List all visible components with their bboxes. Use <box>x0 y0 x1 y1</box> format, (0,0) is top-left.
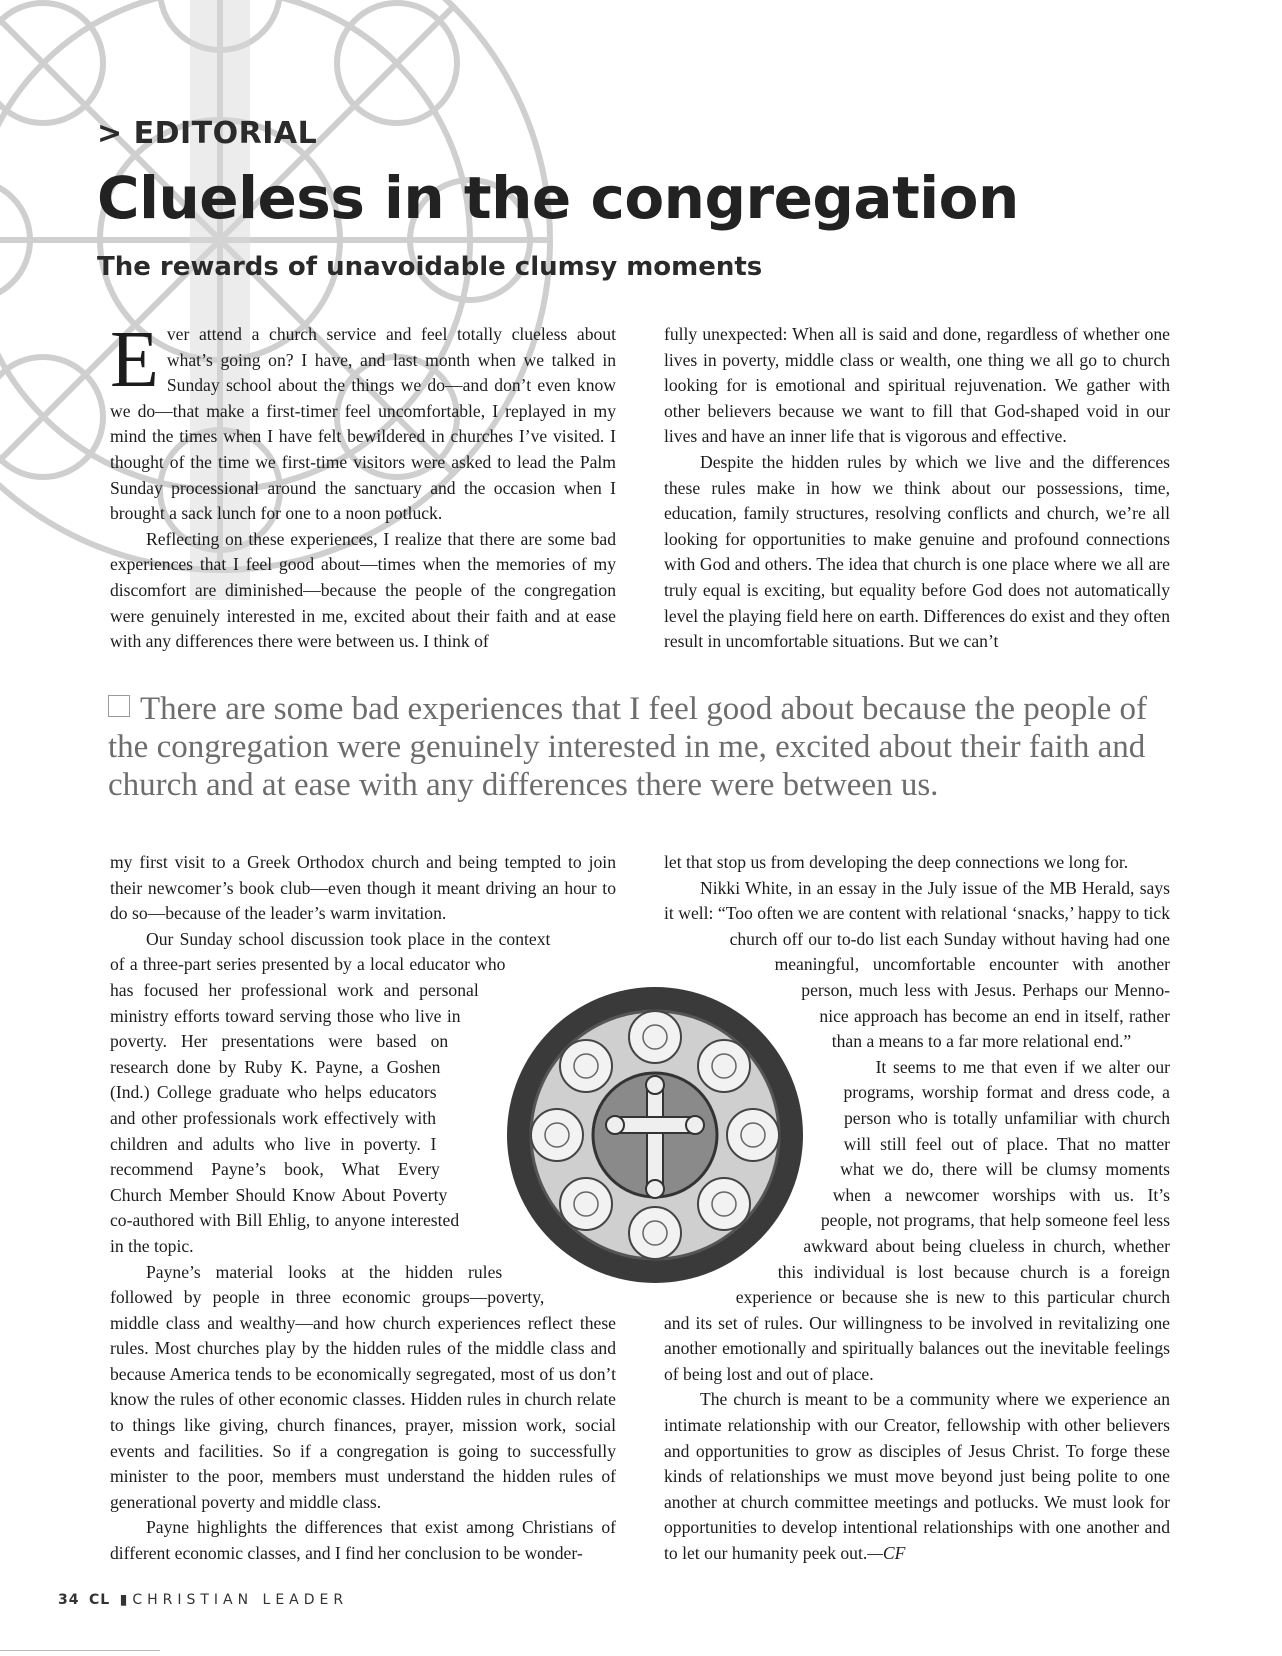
article-title: Clueless in the congregation <box>97 164 1019 232</box>
paragraph-text: ver attend a church service and feel totally clueless about what’s going on? I have, and last month when we talked in Sunday school about the things we do—and don’t even know we do—that make a first-timer feel uncomfortable, I replayed in my mind the times when I have felt bewildered in churches I’ve visited. I thought of the time we first-time visitors were asked to lead the Palm Sunday processional around the sanctuary and the occasion when I brought a sack lunch for one to a noon potluck. <box>110 324 616 524</box>
pull-quote-text: There are some bad experiences that I feel good about because the people of the congregation were genuinely interested in me, excited about their faith and church and at ease with any differences there were between us. <box>108 691 1147 803</box>
publication-mark: CL <box>88 1592 111 1608</box>
paragraph <box>664 1387 1170 1566</box>
drop-cap: E <box>110 316 159 404</box>
page-number: 34 <box>58 1592 80 1608</box>
paragraph: my first visit to a Greek Orthodox church and being tempted to join their newcomer’s book club—even though it meant driving an hour to do so—because of the leader’s warm invitation. <box>110 852 616 924</box>
paragraph: let that stop us from developing the deep connections we long for. <box>664 852 1129 872</box>
column-1-top <box>110 316 616 655</box>
author-signature: —CF <box>867 1543 906 1564</box>
paragraph: It seems to me that even if we alter our programs, worship format and dress code, a person who is totally unfamiliar with church will still feel out of place. That no matter what we do, there will be clumsy moments when a newcomer worships with us. It’s people, not programs, that help someone feel less awkward about being clueless in church, whether this individual is lost because church is a foreign experience or because she is new to this particular church and its set of rules. Our willingness to be involved in revitalizing one another emotionally and spiritually balances out the inevitable feelings of being lost and out of place. <box>664 1056 1170 1384</box>
column-2-top <box>664 322 1170 655</box>
paragraph: Our Sunday school discussion took place in the context of a three-part series presented by a local educator who has focused her professional work and personal ministry efforts toward serving those who live in poverty. Her presentations were based on research done by Ruby K. Payne, a Goshen (Ind.) College graduate who helps educators and other professionals work effectively with children and adults who live in poverty. I recommend Payne’s book, What Every Church Member Should Know About Poverty co-authored with Bill Ehlig, to anyone interested in the topic. <box>110 928 551 1256</box>
rose-window-illustration-icon <box>505 985 805 1285</box>
paragraph: Nikki White, in an essay in the July issue of the MB Herald, says it well: “Too often we are content with relational ‘snacks,’ happy to tick church off our to-do list each Sunday without having had one meaningful, uncomfortable encounter with another person, much less with Jesus. Perhaps our Menno-nice approach has become an end in itself, rather than a means to a far more relational end.” <box>664 877 1170 1052</box>
paragraph <box>110 316 616 527</box>
paragraph: fully unexpected: When all is said and done, regardless of whether one lives in poverty, middle class or wealth, one thing we all go to church looking for is emotional and spiritual rejuvenation. We gather with other believers because we want to fill that God-shaped void in our lives and have an inner life that is vigorous and effective. <box>664 324 1170 447</box>
paragraph: Reflecting on these experiences, I realize that there are some bad experiences that I feel good about—times when the memories of my discomfort are diminished—because the people of the congregation were genuinely interested in me, excited about their faith and at ease with any differences there were between us. I think of <box>110 528 616 652</box>
mark-separator-icon: ▮ <box>119 1592 133 1608</box>
pull-quote <box>108 690 1168 804</box>
paragraph: Payne’s material looks at the hidden rules followed by people in three economic groups—poverty, middle class and wealthy—and how church experiences reflect these rules. Most churches play by the hidden rules of the middle class and because America tends to be economically segregated, most of us don’t know the rules of other economic classes. Hidden rules in church relate to things like giving, church finances, prayer, mission work, social events and facilities. So if a congregation is going to successfully minister to the poor, members must understand the hidden rules of generational poverty and middle class. <box>110 1261 616 1512</box>
paragraph: Despite the hidden rules by which we live and the differences these rules make in how we think about our possessions, time, education, family structures, resolving conflicts and church, we’re all looking for opportunities to make genuine and profound connections with God and others. The idea that church is one place where we all are truly equal is exciting, but equality before God does not automatically level the playing field here on earth. Differences do exist and they often result in uncomfortable situations. But we can’t <box>664 451 1170 652</box>
quote-box-icon <box>108 695 130 717</box>
article-subtitle: The rewards of unavoidable clumsy moments <box>97 252 763 282</box>
section-kicker: > EDITORIAL <box>97 116 318 151</box>
page-footer <box>58 1592 348 1608</box>
paragraph-text: The church is meant to be a community where we experience an intimate relationship with our Creator, fellowship with other believers and opportunities to grow as disciples of Jesus Christ. To forge these kinds of relationships we must move beyond just being polite to one another at church committee meetings and potlucks. We must look for opportunities to develop intentional relationships with one another and to let our humanity peek out. <box>664 1389 1170 1564</box>
footer-divider <box>0 1650 160 1651</box>
publication-name: CHRISTIAN LEADER <box>132 1592 349 1608</box>
paragraph: Payne highlights the differences that exist among Christians of different economic classes, and I find her conclusion to be wonder- <box>110 1517 616 1564</box>
